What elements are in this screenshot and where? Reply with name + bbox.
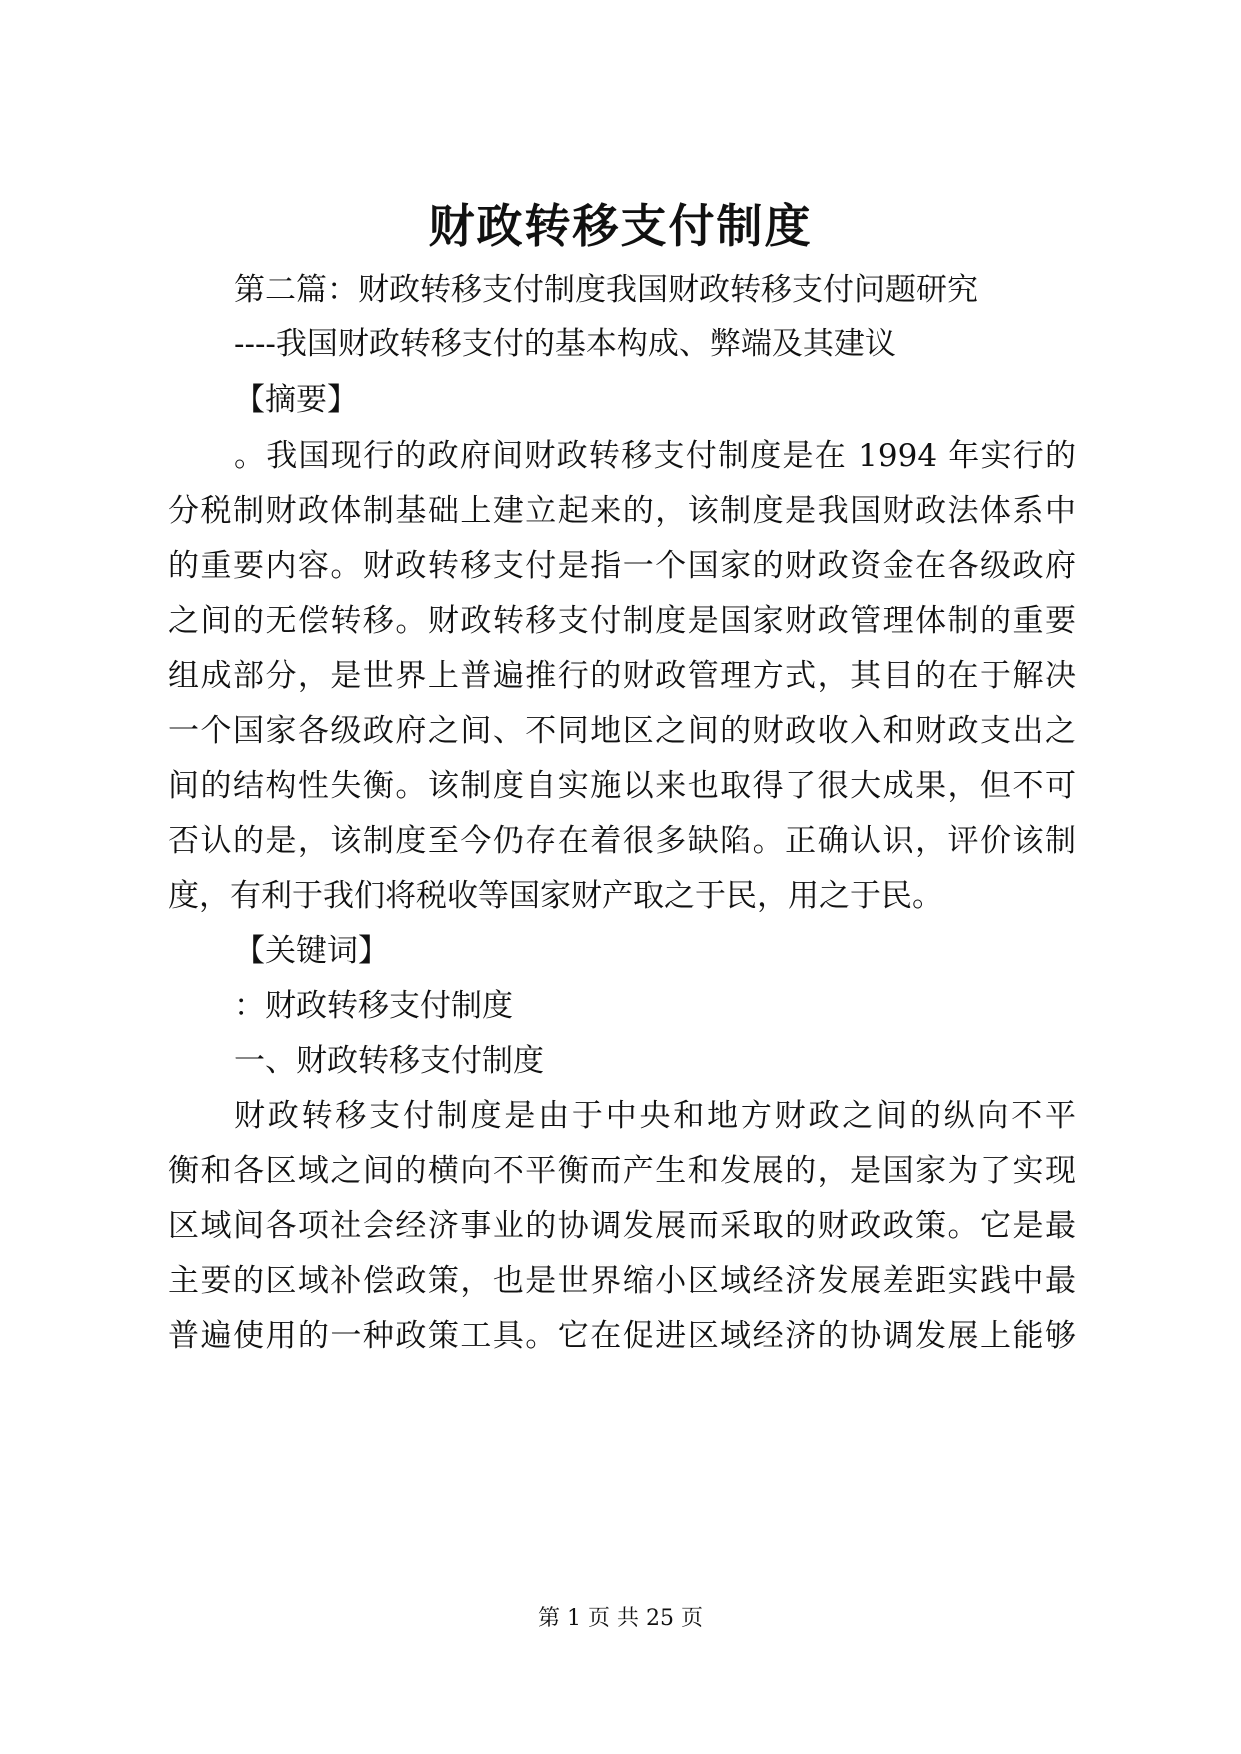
abstract-line: 。我国现行的政府间财政转移支付制度是在 1994 年实行的 (234, 438, 1076, 474)
abstract-line: 一个国家各级政府之间、不同地区之间的财政收入和财政支出之 (168, 713, 1076, 749)
abstract-line: 度，有利于我们将税收等国家财产取之于民，用之于民。 (168, 878, 943, 914)
page-footer: 第 1 页 共 25 页 (538, 1606, 703, 1631)
abstract-line: 组成部分，是世界上普遍推行的财政管理方式，其目的在于解决 (168, 658, 1076, 694)
body-line: 区域间各项社会经济事业的协调发展而采取的财政政策。它是最 (168, 1208, 1076, 1244)
body-line: 普遍使用的一种政策工具。它在促进区域经济的协调发展上能够 (168, 1318, 1076, 1354)
subtitle-secondary: ----我国财政转移支付的基本构成、弊端及其建议 (234, 326, 896, 362)
section-heading: 一、财政转移支付制度 (234, 1043, 544, 1079)
abstract-line: 否认的是，该制度至今仍存在着很多缺陷。正确认识，评价该制 (168, 823, 1076, 859)
keywords: ：财政转移支付制度 (234, 988, 513, 1024)
abstract-line: 之间的无偿转移。财政转移支付制度是国家财政管理体制的重要 (168, 603, 1076, 639)
body-line: 财政转移支付制度是由于中央和地方财政之间的纵向不平 (234, 1098, 1076, 1134)
subtitle: 第二篇：财政转移支付制度我国财政转移支付问题研究 (234, 272, 978, 308)
abstract-line: 间的结构性失衡。该制度自实施以来也取得了很大成果，但不可 (168, 768, 1076, 804)
abstract-heading: 【摘要】 (234, 382, 358, 418)
keywords-heading: 【关键词】 (234, 933, 389, 969)
document-title: 财政转移支付制度 (428, 199, 813, 253)
abstract-line: 的重要内容。财政转移支付是指一个国家的财政资金在各级政府 (168, 548, 1076, 584)
body-line: 衡和各区域之间的横向不平衡而产生和发展的，是国家为了实现 (168, 1153, 1076, 1189)
body-line: 主要的区域补偿政策，也是世界缩小区域经济发展差距实践中最 (168, 1263, 1076, 1299)
abstract-line: 分税制财政体制基础上建立起来的，该制度是我国财政法体系中 (168, 493, 1076, 529)
